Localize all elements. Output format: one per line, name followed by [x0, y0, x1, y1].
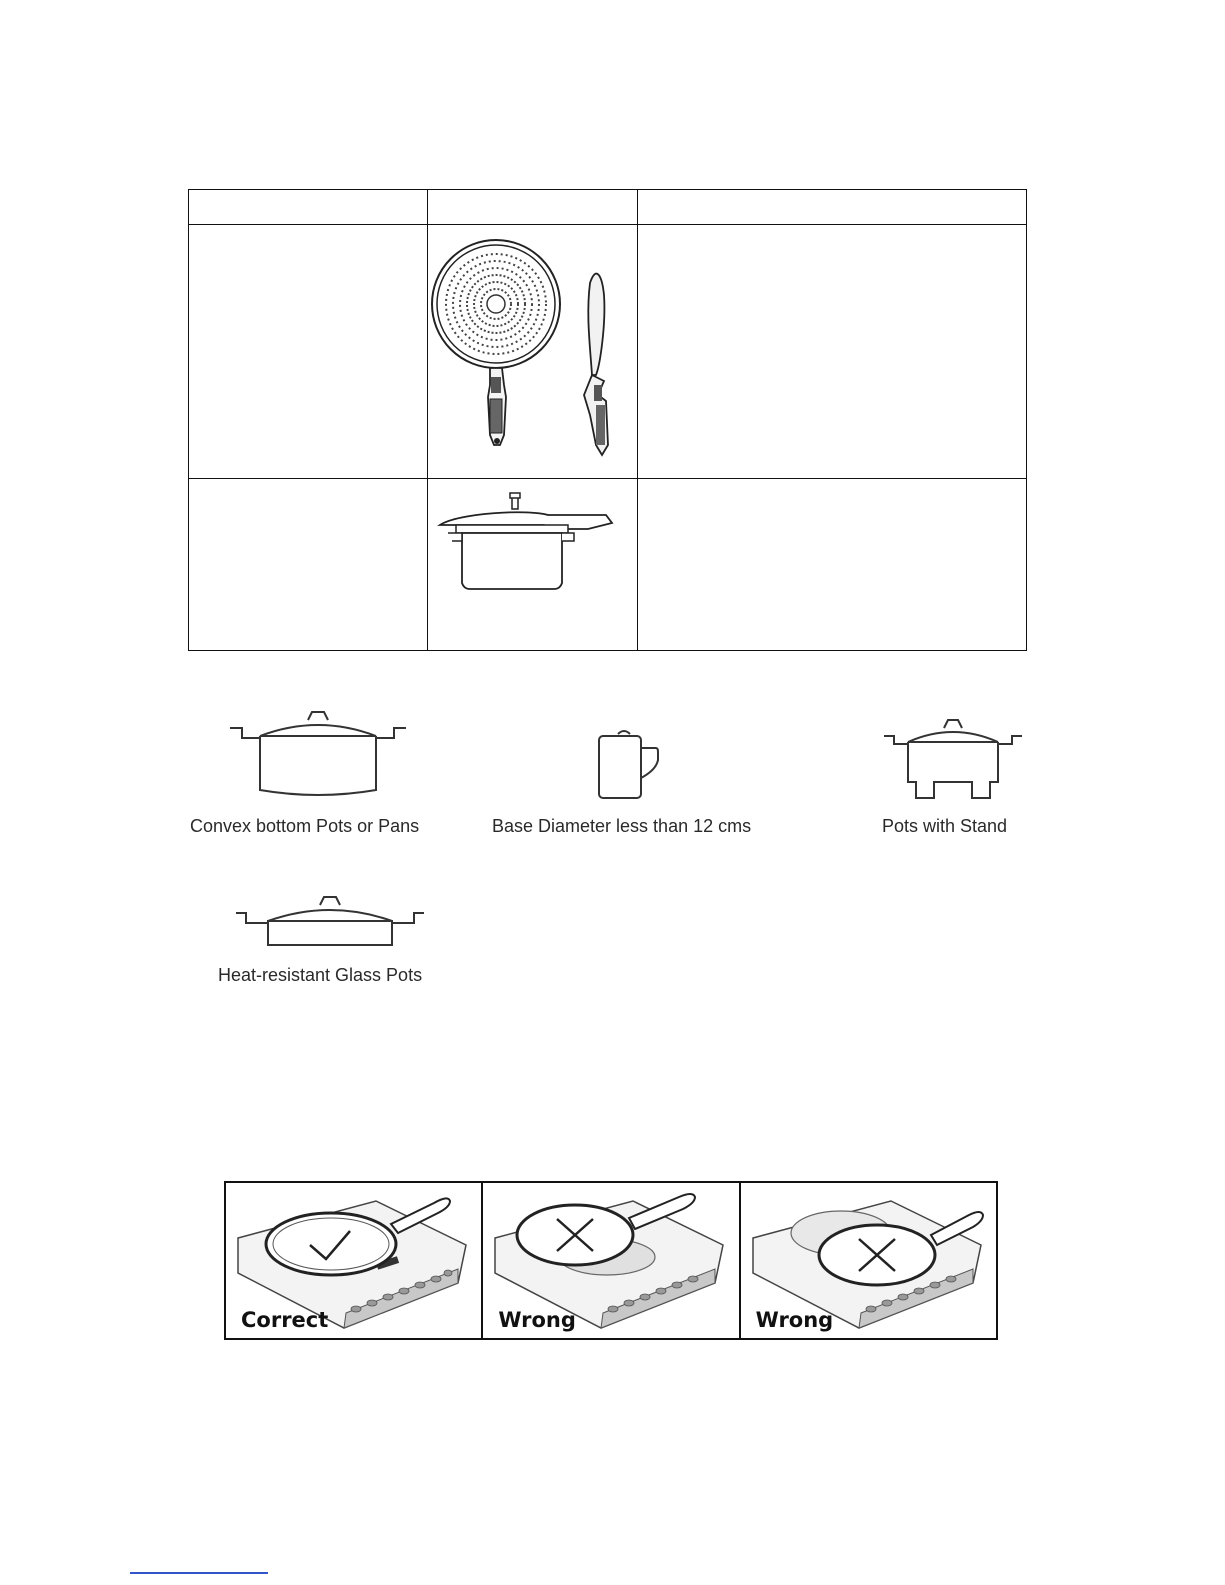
frying-pan-icon [428, 225, 637, 473]
table-header-row [189, 190, 1027, 225]
unsuitable-caption: Convex bottom Pots or Pans [190, 816, 420, 836]
description-cell [638, 225, 1027, 479]
header-cell [638, 190, 1027, 225]
description-cell [638, 479, 1027, 651]
placement-panel-correct [226, 1183, 483, 1338]
pot-with-stand-icon [882, 718, 1024, 802]
placement-panel-wrong [483, 1183, 740, 1338]
image-cell [428, 225, 638, 479]
small-mug-icon [596, 728, 662, 802]
footer-link-underline [130, 1572, 268, 1574]
pressure-cooker-icon [428, 479, 637, 645]
row-label-cell [189, 225, 428, 479]
image-cell [428, 479, 638, 651]
panel-label: Wrong [755, 1308, 834, 1332]
unsuitable-caption: Pots with Stand [882, 816, 1008, 836]
header-cell [189, 190, 428, 225]
header-cell [428, 190, 638, 225]
placement-panels [224, 1181, 998, 1340]
unsuitable-caption: Base Diameter less than 12 cms [492, 816, 752, 836]
glass-pot-icon [234, 893, 426, 949]
table-row [189, 479, 1027, 651]
row-label-cell [189, 479, 428, 651]
panel-label: Wrong [498, 1308, 576, 1332]
panel-label: Correct [241, 1308, 329, 1332]
unsuitable-caption: Heat-resistant Glass Pots [218, 965, 423, 985]
placement-panel-wrong [741, 1183, 996, 1338]
convex-pot-icon [228, 710, 408, 802]
cookware-table [188, 189, 1027, 651]
table-row [189, 225, 1027, 479]
